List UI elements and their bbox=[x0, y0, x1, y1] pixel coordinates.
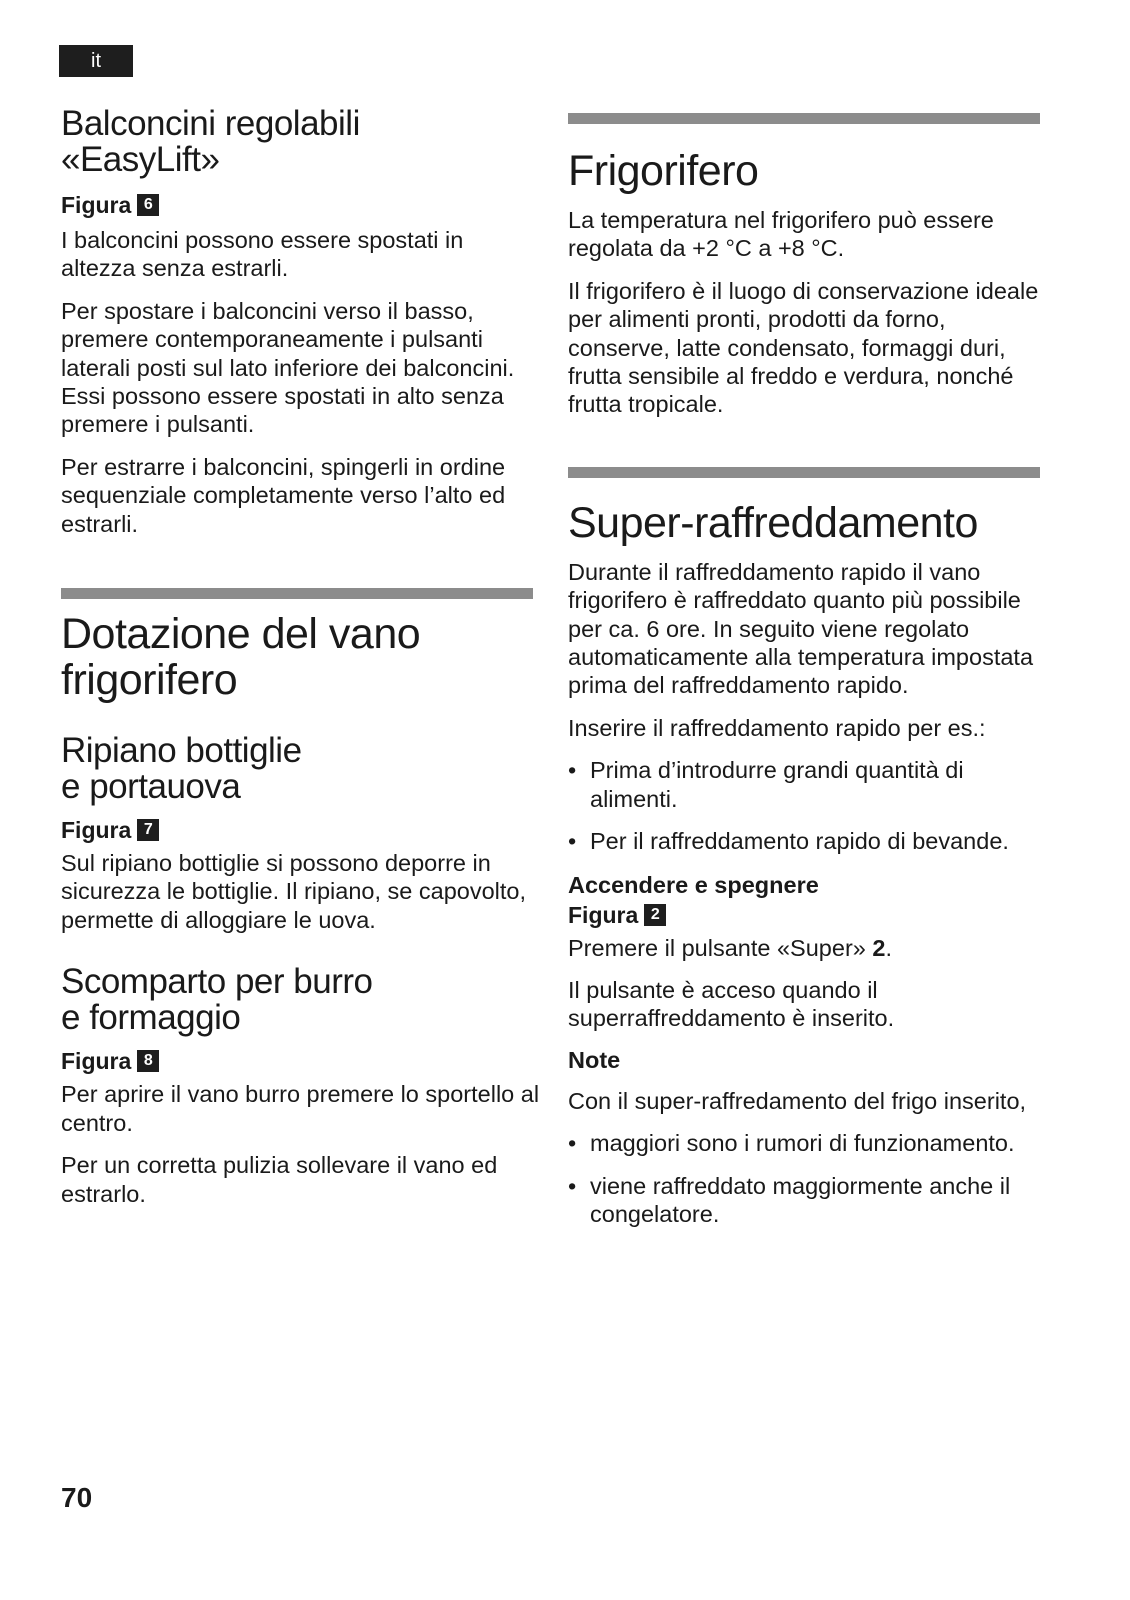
paragraph: Sul ripiano bottiglie si possono deporre in sicurezza le bottiglie. Il ripiano, se capovolto, permette di alloggiare le uova. bbox=[61, 850, 527, 933]
page-number: 70 bbox=[61, 1482, 93, 1513]
section-divider bbox=[568, 113, 1040, 124]
figure-number-badge: 6 bbox=[137, 194, 159, 216]
paragraph: Per spostare i balconcini verso il basso, premere contemporaneamente i pulsanti laterali posti sul lato inferiore dei balconcini. Essi possono essere spostati in alto senza premere i pulsanti. bbox=[61, 297, 515, 438]
right-column bbox=[568, 113, 1050, 1228]
figure-number-badge: 2 bbox=[644, 904, 666, 926]
paragraph: I balconcini possono essere spostati in altezza senza estrarli. bbox=[61, 227, 464, 282]
ripiano-title: Ripiano bottiglie e portauova bbox=[61, 731, 302, 807]
list-item: • Per il raffreddamento rapido di bevande. bbox=[568, 827, 1050, 855]
bullet-list bbox=[568, 756, 1050, 855]
section-easylift bbox=[61, 106, 541, 538]
paragraph: Il pulsante è acceso quando il superraffreddamento è inserito. bbox=[568, 976, 895, 1032]
figure-ref-8: Figura 8 bbox=[61, 1046, 541, 1076]
figure-number-badge: 7 bbox=[137, 819, 159, 841]
figure-ref-6: Figura 6 bbox=[61, 190, 541, 220]
left-column bbox=[61, 106, 541, 1208]
figure-ref-7: Figura 7 bbox=[61, 815, 541, 845]
paragraph: Durante il raffreddamento rapido il vano frigorifero è raffreddato quanto più possibile per ca. 6 ore. In seguito viene regolato automaticamente alla temperatura impostata prima del raffreddamento rapido. bbox=[568, 558, 1034, 699]
easylift-title: Balconcini regolabili «EasyLift» bbox=[61, 104, 360, 179]
section-scomparto bbox=[61, 964, 541, 1208]
super-title: Super-raffreddamento bbox=[568, 498, 978, 547]
paragraph: Per aprire il vano burro premere lo sportello al centro. bbox=[61, 1081, 540, 1136]
language-tag: it bbox=[59, 45, 133, 77]
accendere-label: Accendere e spegnere bbox=[568, 871, 819, 898]
list-item: • viene raffreddato maggiormente anche il congelatore. bbox=[568, 1172, 1050, 1229]
figure-number-badge: 8 bbox=[137, 1050, 159, 1072]
paragraph: Per estrarre i balconcini, spingerli in ordine sequenziale completamente verso l’alto ed estrarli. bbox=[61, 453, 506, 537]
paragraph: Per un corretta pulizia sollevare il vano ed estrarlo. bbox=[61, 1152, 498, 1207]
section-divider bbox=[568, 467, 1040, 478]
section-ripiano bbox=[61, 733, 541, 934]
paragraph: Il frigorifero è il luogo di conservazione ideale per alimenti pronti, prodotti da forno, conserve, latte condensato, formaggi duri, frutta sensibile al freddo e verdura, nonché frutta tropicale. bbox=[568, 277, 1039, 418]
paragraph: La temperatura nel frigorifero può essere regolata da +2 °C a +8 °C. bbox=[568, 207, 994, 262]
paragraph: Inserire il raffreddamento rapido per es.: bbox=[568, 714, 986, 741]
scomparto-title: Scomparto per burro e formaggio bbox=[61, 962, 373, 1038]
paragraph: Con il super-raffredamento del frigo inserito, bbox=[568, 1087, 1027, 1114]
paragraph: Premere il pulsante «Super» 2. bbox=[568, 934, 892, 961]
section-divider bbox=[61, 588, 533, 599]
note-bullet-list bbox=[568, 1129, 1050, 1228]
list-item: • maggiori sono i rumori di funzionamento. bbox=[568, 1129, 1050, 1157]
frigorifero-title: Frigorifero bbox=[568, 147, 759, 195]
dotazione-title: Dotazione del vano frigorifero bbox=[61, 610, 421, 705]
note-label: Note bbox=[568, 1046, 621, 1073]
list-item: • Prima d’introdurre grandi quantità di alimenti. bbox=[568, 756, 1050, 813]
figure-ref-2: Figura 2 bbox=[568, 900, 1050, 930]
